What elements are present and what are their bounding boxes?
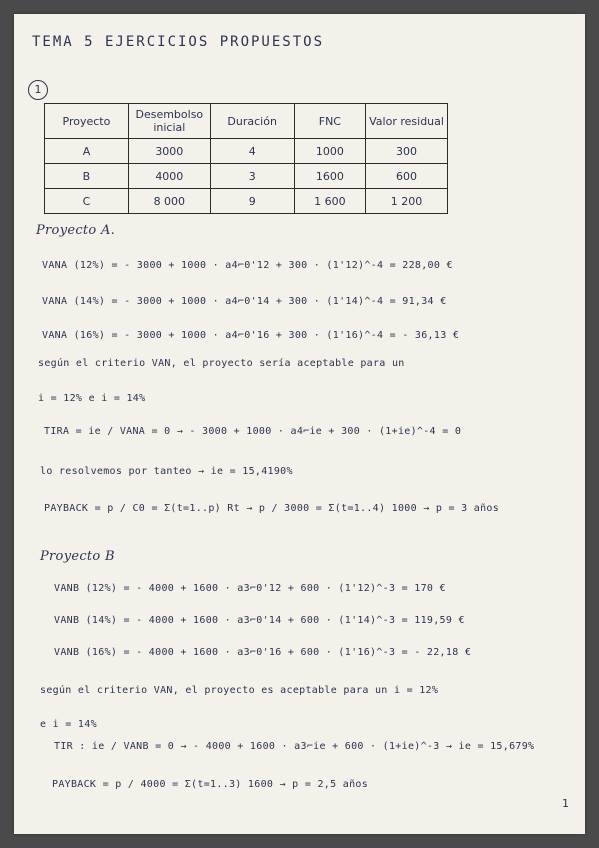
project-b-criterion-rates: e i = 14% (40, 719, 97, 730)
table-cell: C (45, 189, 129, 214)
table-header-cell: Desembolso inicial (128, 104, 210, 139)
table-cell: 3 (210, 164, 294, 189)
project-a-van-14: VANA (14%) = - 3000 + 1000 · a4⌐0'14 + 300 · (1'14)^-4 = 91,34 € (42, 296, 447, 307)
exercise-number: 1 (28, 80, 48, 100)
projects-table (44, 103, 448, 214)
project-b-payback: PAYBACK = p / 4000 = Σ(t=1..3) 1600 → p = 2,5 años (52, 779, 369, 790)
table-header-cell: Proyecto (45, 104, 129, 139)
table-cell: 300 (366, 139, 448, 164)
project-a-criterion-rates: i = 12% e i = 14% (38, 393, 146, 404)
table-row (45, 164, 448, 189)
project-b-title: Proyecto B (40, 549, 115, 564)
project-a-tir-result: lo resolvemos por tanteo → ie = 15,4190% (40, 466, 293, 477)
table-header-row (45, 104, 448, 139)
table-cell: 9 (210, 189, 294, 214)
project-a-title: Proyecto A. (36, 223, 116, 238)
table-cell: A (45, 139, 129, 164)
table-cell: 4000 (128, 164, 210, 189)
table-header-cell: Duración (210, 104, 294, 139)
project-a-payback: PAYBACK = p / C0 = Σ(t=1..p) Rt → p / 3000 = Σ(t=1..4) 1000 → p = 3 años (44, 503, 500, 514)
table-cell: 1600 (294, 164, 365, 189)
project-b-criterion: según el criterio VAN, el proyecto es aceptable para un i = 12% (40, 685, 439, 696)
table-header-cell: Valor residual (366, 104, 448, 139)
page-number: 1 (562, 797, 570, 810)
project-a-tir: TIRA = ie / VANA = 0 → - 3000 + 1000 · a4⌐ie + 300 · (1+ie)^-4 = 0 (44, 426, 462, 437)
project-b-van-16: VANB (16%) = - 4000 + 1600 · a3⌐0'16 + 600 · (1'16)^-3 = - 22,18 € (54, 647, 472, 658)
table-row (45, 139, 448, 164)
table-cell: 600 (366, 164, 448, 189)
table-cell: 1000 (294, 139, 365, 164)
table-cell: 1 600 (294, 189, 365, 214)
table-cell: 4 (210, 139, 294, 164)
project-b-tir: TIR : ie / VANB = 0 → - 4000 + 1600 · a3⌐ie + 600 · (1+ie)^-3 → ie = 15,679% (54, 741, 535, 752)
table-header-cell: FNC (294, 104, 365, 139)
document-page (14, 14, 585, 834)
page-header: TEMA 5 EJERCICIOS PROPUESTOS (32, 34, 325, 50)
project-a-van-12: VANA (12%) = - 3000 + 1000 · a4⌐0'12 + 300 · (1'12)^-4 = 228,00 € (42, 260, 453, 271)
table-cell: 1 200 (366, 189, 448, 214)
project-b-van-12: VANB (12%) = - 4000 + 1600 · a3⌐0'12 + 600 · (1'12)^-3 = 170 € (54, 583, 446, 594)
project-a-van-16: VANA (16%) = - 3000 + 1000 · a4⌐0'16 + 300 · (1'16)^-4 = - 36,13 € (42, 330, 460, 341)
project-a-criterion: según el criterio VAN, el proyecto sería aceptable para un (38, 358, 405, 369)
table-cell: B (45, 164, 129, 189)
project-b-van-14: VANB (14%) = - 4000 + 1600 · a3⌐0'14 + 600 · (1'14)^-3 = 119,59 € (54, 615, 465, 626)
table-cell: 8 000 (128, 189, 210, 214)
table-row (45, 189, 448, 214)
table-cell: 3000 (128, 139, 210, 164)
